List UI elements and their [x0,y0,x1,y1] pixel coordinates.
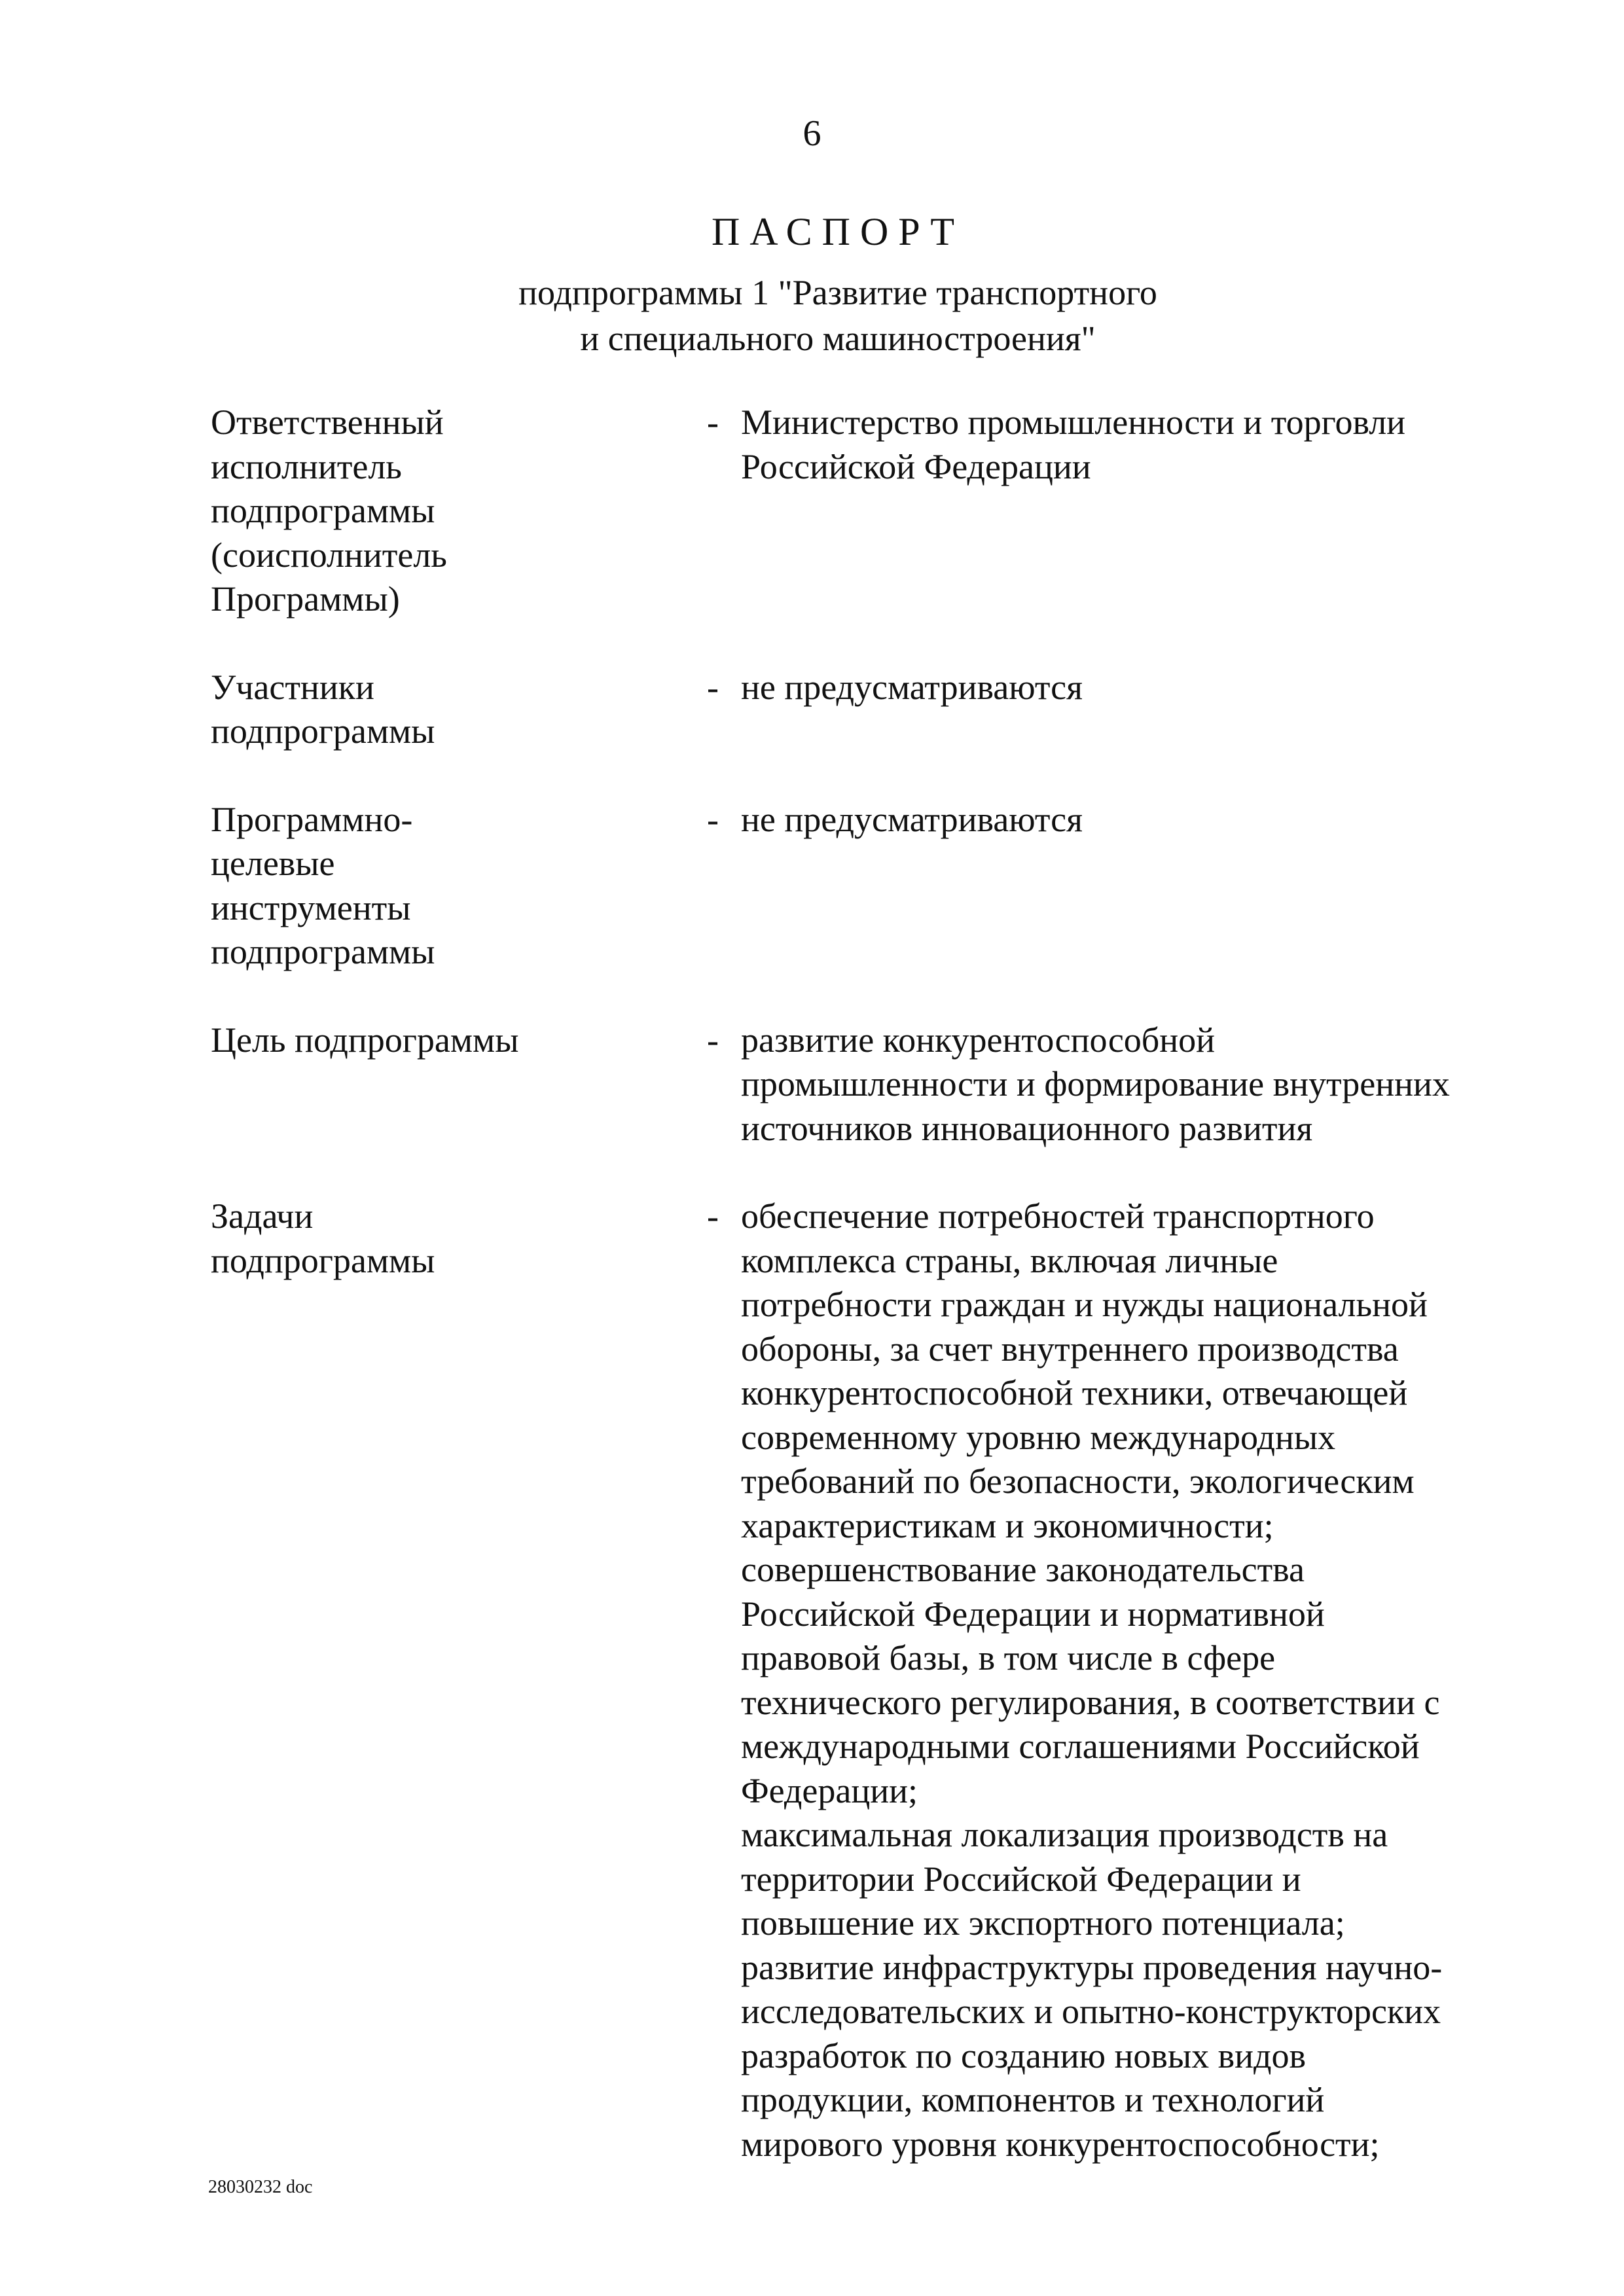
passport-row-paragraph: совершенствование законодательства Российской Федерации и нормативной правовой базы, в том числе в сфере технического регулирования, в соответствии с международными соглашениями Российской Федерации; [741,1550,1440,1810]
passport-row-label: Задачи подпрограммы [211,1196,435,1280]
passport-row [211,666,1454,754]
passport-row-paragraph: Министерство промышленности и торговли Российской Федерации [741,403,1406,486]
passport-row [211,798,1454,975]
passport-row-value [741,666,1454,710]
passport-row-label: Ответственный исполнитель подпрограммы (соисполнитель Программы) [211,403,447,619]
footer-document-code: 28030232 doc [208,2177,313,2197]
document-subtitle [0,270,1624,361]
passport-row-paragraph: обеспечение потребностей транспортного комплекса страны, включая личные потребности граждан и нужды национальной обороны, за счет внутреннего производства конкурентоспособной техники, отвечающей современному уровню международных требований по безопасности, экологическим характеристикам и экономичности; [741,1196,1428,1545]
subtitle-line-1: подпрограммы 1 "Развитие транспортного [518,273,1157,312]
passport-row-value [741,1018,1454,1151]
passport-row-paragraph: не предусматриваются [741,667,1083,707]
page-number: 6 [803,113,821,154]
passport-row-value [741,401,1454,489]
passport-row-dash: - [707,799,719,839]
passport-row-dash: - [707,403,719,442]
passport-row-value [741,798,1454,842]
passport-row-dash: - [707,1196,719,1236]
passport-row-paragraph: максимальная локализация производств на территории Российской Федерации и повышение их экспортного потенциала; [741,1815,1388,1943]
passport-row-dash: - [707,667,719,707]
passport-row-paragraph: не предусматриваются [741,799,1083,839]
subtitle-line-2: и специального машиностроения" [580,319,1096,358]
passport-row-label: Программно- целевые инструменты подпрограммы [211,799,435,971]
passport-row-paragraph: развитие инфраструктуры проведения научно-исследовательских и опытно-конструкторских разработок по созданию новых видов продукции, компонентов и технологий мирового уровня конкурентоспособности; [741,1947,1443,2164]
passport-row [211,401,1454,622]
passport-table [211,401,1454,2166]
passport-row [211,1018,1454,1151]
passport-row [211,1194,1454,2166]
passport-row-label: Цель подпрограммы [211,1020,519,1060]
passport-row-label: Участники подпрограммы [211,667,435,751]
passport-row-dash: - [707,1020,719,1060]
passport-row-paragraph: развитие конкурентоспособной промышленности и формирование внутренних источников инновационного развития [741,1020,1450,1148]
document-title: ПАСПОРТ [711,210,965,253]
passport-row-value [741,1194,1454,2166]
